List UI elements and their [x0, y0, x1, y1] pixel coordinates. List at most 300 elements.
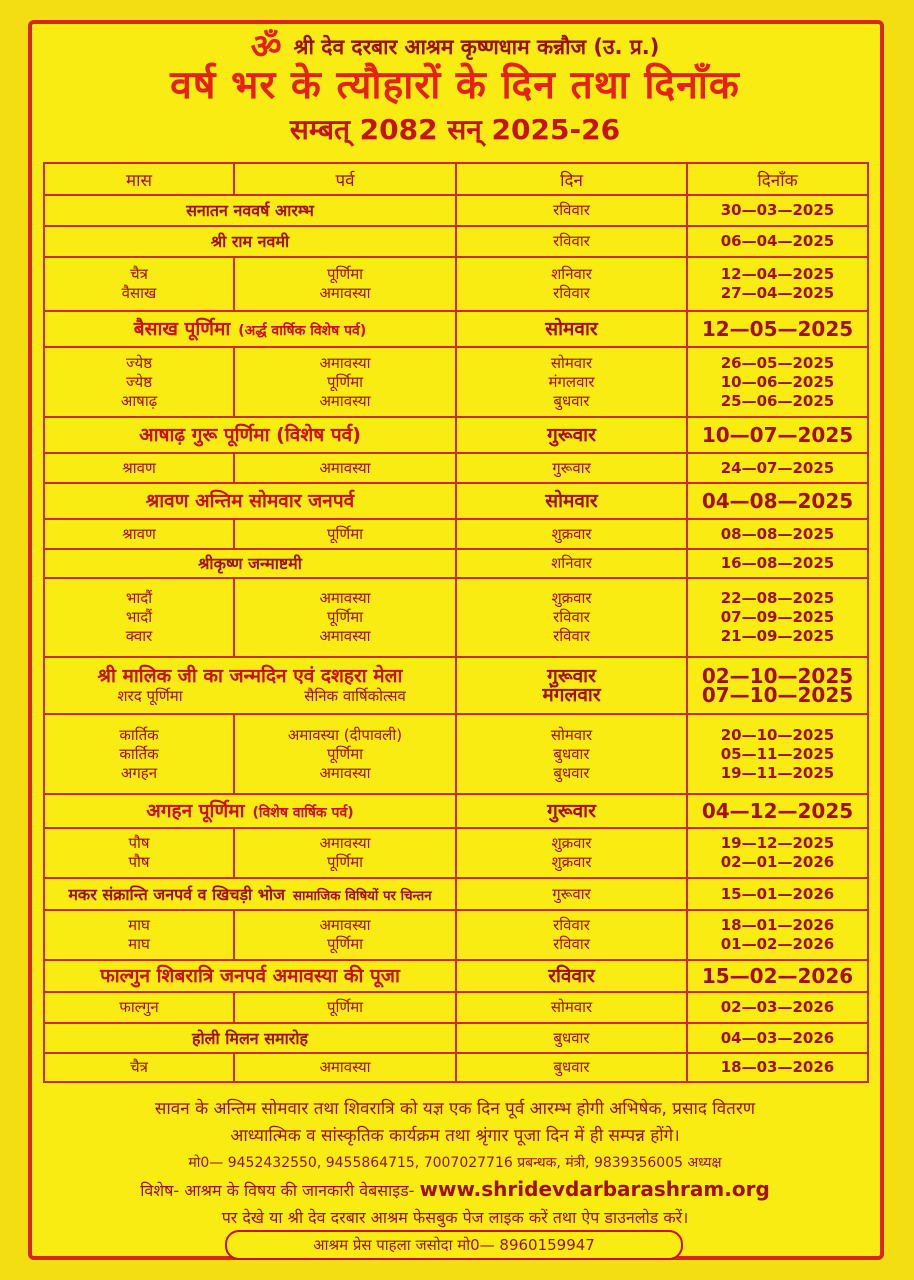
parv-name-stack [235, 589, 455, 646]
festival-date-stack [688, 554, 867, 573]
day-cell [456, 878, 687, 910]
month-name-stack [45, 1058, 233, 1077]
weekday: सोमवार [545, 317, 598, 340]
table-header-row [44, 163, 868, 195]
date-cell [687, 1053, 868, 1082]
festival-date: 07—10—2025 [701, 682, 854, 707]
day-cell [456, 226, 687, 257]
parv-name-stack [235, 525, 455, 544]
festival-title [45, 554, 455, 573]
date-cell [687, 714, 868, 794]
festival-name: आषाढ़ गुरू पूर्णिमा (विशेष पर्व) [139, 424, 361, 446]
month-name: ज्येष्ठ [125, 353, 153, 372]
weekday: रविवार [553, 608, 590, 626]
festival-date: 12—05—2025 [701, 316, 854, 341]
month-cell [44, 257, 234, 311]
date-cell [687, 794, 868, 828]
parv-name: अमावस्या [319, 834, 371, 852]
festival-date-stack [688, 422, 867, 447]
festival-date: 15—01—2026 [720, 884, 835, 903]
festival-date: 20—10—2025 [720, 725, 835, 744]
weekday-stack [457, 265, 686, 303]
month-cell [44, 347, 234, 417]
om-icon: ॐ [250, 27, 282, 67]
month-name: ज्येष्ठ [125, 372, 153, 391]
festival-title [45, 201, 455, 220]
weekday: बुधवार [553, 391, 590, 410]
festival-date: 04—03—2026 [720, 1028, 835, 1047]
date-cell [687, 453, 868, 483]
festival-date: 08—08—2025 [720, 524, 835, 543]
table-row [44, 960, 868, 992]
date-cell [687, 519, 868, 549]
festival-date-stack [688, 525, 867, 544]
table-row [44, 578, 868, 657]
date-cell [687, 549, 868, 578]
festival-date-stack [688, 354, 867, 411]
weekday: रविवार [553, 627, 590, 645]
weekday: गुरूवार [552, 458, 591, 477]
parv-name-stack [235, 726, 455, 783]
parv-cell [234, 1053, 456, 1082]
parv-name: अमावस्या [319, 1058, 371, 1076]
month-name: श्रावण [122, 458, 156, 477]
weekday: बुधवार [553, 1058, 590, 1076]
parv-name: अमावस्या [319, 763, 371, 782]
festival-name: मकर संक्रान्ति जनपर्व व खिचड़ी भोज [68, 884, 286, 904]
table-row [44, 657, 868, 714]
festival-date: 19—12—2025 [720, 834, 835, 852]
table-row [44, 549, 868, 578]
table-row [44, 417, 868, 453]
weekday-stack [457, 554, 686, 573]
month-cell [44, 453, 234, 483]
month-name-stack [45, 998, 233, 1017]
table-row [44, 714, 868, 794]
festival-title [45, 885, 455, 904]
festival-date: 02—10—2025 [701, 663, 854, 688]
weekday: गुरूवार [547, 664, 596, 687]
festival-name: होली मिलन समारोह [192, 1028, 308, 1048]
festival-stack [45, 665, 455, 706]
month-name: चैत्र [130, 1058, 148, 1076]
table-row [44, 257, 868, 311]
festival-date: 18—03—2026 [720, 1058, 835, 1076]
weekday: मंगलवार [542, 683, 601, 706]
parv-cell [234, 453, 456, 483]
date-cell [687, 828, 868, 878]
festival-date-stack [688, 589, 867, 646]
weekday-stack [457, 964, 686, 987]
parv-cell [234, 347, 456, 417]
poster-title: वर्ष भर के त्यौहारों के दिन तथा दिनाँक [170, 63, 740, 108]
table-row [44, 878, 868, 910]
month-name-stack [45, 589, 233, 646]
date-cell [687, 417, 868, 453]
website-line: विशेष- आश्रम के विषय की जानकारी वेबसाइड- www.shridevdarbarashram.org [140, 1177, 770, 1201]
date-cell [687, 257, 868, 311]
month-name-stack [45, 834, 233, 872]
table-row [44, 483, 868, 519]
festival-subrow [45, 687, 455, 706]
festival-date-stack [688, 663, 867, 707]
festival-title [45, 318, 455, 340]
festival-cell [44, 417, 456, 453]
festival-date-stack [688, 265, 867, 303]
weekday-stack [457, 201, 686, 220]
festival-date-stack [688, 834, 867, 872]
parv-name: पूर्णिमा [326, 744, 364, 763]
festival-date-stack [688, 316, 867, 341]
parv-name: अमावस्या [319, 458, 371, 477]
month-name: फाल्गुन [119, 998, 159, 1016]
festival-date-stack [688, 998, 867, 1017]
festival-name: अगहन पूर्णिमा [146, 800, 245, 822]
parv-name: अमावस्या [319, 391, 371, 410]
day-cell [456, 578, 687, 657]
festival-schedule-table [43, 162, 869, 1083]
website-link[interactable]: www.shridevdarbarashram.org [419, 1177, 770, 1201]
table-row [44, 910, 868, 960]
parv-cell [234, 828, 456, 878]
festival-cell [44, 1023, 456, 1053]
table-row [44, 519, 868, 549]
weekday: शुक्रवार [551, 524, 592, 543]
table-row [44, 453, 868, 483]
month-name: चैत्र [130, 265, 148, 283]
day-cell [456, 960, 687, 992]
festival-note: (विशेष वार्षिक पर्व) [252, 805, 354, 821]
month-name: वैसाख [121, 284, 157, 302]
day-cell [456, 519, 687, 549]
month-name-stack [45, 916, 233, 954]
festival-name: श्रीकृष्ण जन्माष्टमी [198, 554, 302, 573]
table-row [44, 1023, 868, 1053]
parv-name: पूर्णिमा [326, 524, 364, 543]
day-cell [456, 257, 687, 311]
festival-date-stack [688, 1029, 867, 1048]
parv-name: पूर्णिमा [326, 935, 364, 953]
day-cell [456, 794, 687, 828]
weekday: रविवार [553, 916, 590, 934]
weekday-stack [457, 1029, 686, 1048]
weekday-stack [457, 664, 686, 706]
weekday-stack [457, 525, 686, 544]
festival-date: 22—08—2025 [720, 589, 835, 607]
month-name: आषाढ़ [120, 391, 158, 410]
month-name-stack [45, 525, 233, 544]
parv-name: अमावस्या [319, 284, 371, 302]
day-cell [456, 417, 687, 453]
festival-cell [44, 549, 456, 578]
festival-date: 04—08—2025 [701, 488, 854, 513]
festival-name: श्री मालिक जी का जन्मदिन एवं दशहरा मेला [97, 665, 403, 687]
festival-date: 05—11—2025 [720, 744, 835, 763]
festival-date: 30—03—2025 [720, 201, 835, 219]
date-cell [687, 960, 868, 992]
month-cell [44, 714, 234, 794]
festival-cell [44, 657, 456, 714]
header-din: दिन [456, 163, 687, 195]
festival-stack [45, 232, 455, 251]
month-name-stack [45, 354, 233, 411]
weekday-stack [457, 885, 686, 904]
festival-stack [45, 490, 455, 512]
month-name: भादौं [125, 608, 153, 626]
month-name: भादौं [125, 589, 153, 607]
footer-line-5: पर देखे या श्री देव दरबार आश्रम फेसबुक पेज लाइक करें तथा ऐप डाउनलोड करें। [221, 1208, 689, 1227]
month-name: अगहन [120, 763, 158, 782]
festival-name: सनातन नववर्ष आरम्भ [186, 201, 314, 220]
parv-cell [234, 910, 456, 960]
festival-date-stack [688, 201, 867, 220]
sub-festival: सैनिक वार्षिकोत्सव [304, 687, 406, 705]
festival-date-stack [688, 488, 867, 513]
weekday: रविवार [553, 232, 590, 250]
festival-date: 01—02—2026 [720, 935, 835, 953]
weekday: गुरूवार [552, 884, 591, 903]
festival-date: 02—03—2026 [720, 998, 835, 1016]
month-cell [44, 578, 234, 657]
weekday: शुक्रवार [551, 853, 592, 871]
month-name: पौष [128, 834, 150, 852]
festival-date: 12—04—2025 [720, 265, 835, 283]
month-name-stack [45, 265, 233, 303]
festival-cell [44, 960, 456, 992]
festival-date-stack [688, 232, 867, 251]
month-cell [44, 992, 234, 1023]
weekday: शुक्रवार [551, 834, 592, 852]
festival-date-stack [688, 963, 867, 988]
parv-name-stack [235, 834, 455, 872]
weekday-stack [457, 834, 686, 872]
festival-date: 27—04—2025 [720, 284, 835, 302]
weekday-stack [457, 799, 686, 822]
weekday-stack [457, 459, 686, 478]
festival-date-stack [688, 798, 867, 823]
month-name: कार्तिक [119, 725, 159, 744]
festival-note: सामाजिक विषियों पर चिन्तन [293, 888, 432, 904]
festival-date: 24—07—2025 [720, 458, 835, 477]
weekday-stack [457, 726, 686, 783]
table-row [44, 347, 868, 417]
weekday: रविवार [553, 201, 590, 219]
weekday: शनिवार [551, 554, 592, 572]
parv-cell [234, 257, 456, 311]
festival-cell [44, 878, 456, 910]
date-cell [687, 1023, 868, 1053]
festival-date-stack [688, 1058, 867, 1077]
parv-name: अमावस्या [319, 353, 371, 372]
table-row [44, 311, 868, 347]
weekday: गुरूवार [547, 799, 596, 822]
month-cell [44, 828, 234, 878]
weekday-stack [457, 423, 686, 446]
day-cell [456, 910, 687, 960]
month-name: कार्तिक [119, 744, 159, 763]
festival-cell [44, 226, 456, 257]
day-cell [456, 453, 687, 483]
festival-title [45, 232, 455, 251]
festival-name: श्रावण अन्तिम सोमवार जनपर्व [145, 490, 355, 512]
festival-name: श्री राम नवमी [210, 232, 290, 251]
festival-date-stack [688, 885, 867, 904]
weekday-stack [457, 998, 686, 1017]
footer-notes [40, 1096, 870, 1231]
month-name: श्रावण [122, 524, 156, 543]
parv-name-stack [235, 265, 455, 303]
parv-name-stack [235, 1058, 455, 1077]
festival-stack [45, 554, 455, 573]
date-cell [687, 311, 868, 347]
festival-date: 21—09—2025 [720, 627, 835, 645]
month-cell [44, 1053, 234, 1082]
date-cell [687, 226, 868, 257]
samvat-year: सम्बत् 2082 सन् 2025-26 [289, 113, 621, 146]
festival-cell [44, 794, 456, 828]
festival-title [45, 800, 455, 822]
day-cell [456, 714, 687, 794]
weekday-stack [457, 489, 686, 512]
table-row [44, 195, 868, 226]
day-cell [456, 347, 687, 417]
festival-stack [45, 201, 455, 220]
festival-stack [45, 318, 455, 340]
weekday: बुधवार [553, 763, 590, 782]
festival-title [45, 490, 455, 512]
festival-title [45, 965, 455, 987]
header-maas: मास [44, 163, 234, 195]
table-row [44, 828, 868, 878]
parv-name-stack [235, 916, 455, 954]
weekday: रविवार [553, 935, 590, 953]
day-cell [456, 549, 687, 578]
day-cell [456, 483, 687, 519]
sub-festival: शरद पूर्णिमा [117, 687, 183, 705]
festival-date: 25—06—2025 [720, 391, 835, 410]
weekday: सोमवार [550, 998, 593, 1016]
weekday: बुधवार [553, 744, 590, 763]
day-cell [456, 657, 687, 714]
date-cell [687, 657, 868, 714]
table-row [44, 1053, 868, 1082]
month-cell [44, 519, 234, 549]
weekday: शुक्रवार [551, 589, 592, 607]
date-cell [687, 578, 868, 657]
date-cell [687, 347, 868, 417]
parv-name-stack [235, 354, 455, 411]
weekday: सोमवार [550, 725, 593, 744]
weekday-stack [457, 354, 686, 411]
date-cell [687, 878, 868, 910]
festival-stack [45, 800, 455, 822]
parv-cell [234, 992, 456, 1023]
parv-name: पूर्णिमा [326, 853, 364, 871]
weekday: मंगलवार [548, 372, 595, 391]
parv-name-stack [235, 459, 455, 478]
festival-date: 02—01—2026 [720, 853, 835, 871]
festival-title [45, 1029, 455, 1048]
festival-date: 04—12—2025 [701, 798, 854, 823]
month-name: माघ [128, 935, 150, 953]
festival-date: 10—06—2025 [720, 372, 835, 391]
month-name-stack [45, 726, 233, 783]
festival-title [45, 665, 455, 687]
festival-date: 06—04—2025 [720, 232, 835, 250]
footer-line-1: सावन के अन्तिम सोमवार तथा शिवरात्रि को यज्ञ एक दिन पूर्व आरम्भ होगी अभिषेक, प्रसाद वितरण [154, 1099, 756, 1119]
parv-cell [234, 578, 456, 657]
parv-name: पूर्णिमा [326, 372, 364, 391]
month-name: माघ [128, 916, 150, 934]
weekday: रविवार [548, 964, 595, 987]
poster-header [40, 26, 870, 148]
weekday: सोमवार [545, 489, 598, 512]
parv-name: अमावस्या [319, 589, 371, 607]
festival-stack [45, 885, 455, 904]
ashram-name: ॐश्री देव दरबार आश्रम कृष्णधाम कन्नौज (उ. प्र.) [250, 27, 660, 67]
festival-date: 10—07—2025 [701, 422, 854, 447]
table-row [44, 226, 868, 257]
parv-cell [234, 519, 456, 549]
date-cell [687, 195, 868, 226]
date-cell [687, 483, 868, 519]
header-dinank: दिनाँक [687, 163, 868, 195]
festival-date-stack [688, 916, 867, 954]
weekday: बुधवार [553, 1028, 590, 1047]
festival-name: बैसाख पूर्णिमा [133, 318, 231, 340]
header-parv: पर्व [234, 163, 456, 195]
weekday-stack [457, 317, 686, 340]
date-cell [687, 910, 868, 960]
day-cell [456, 828, 687, 878]
festival-date: 19—11—2025 [720, 763, 835, 782]
month-name: पौष [128, 853, 150, 871]
festival-date-stack [688, 459, 867, 478]
table-row [44, 794, 868, 828]
festival-date: 07—09—2025 [720, 608, 835, 626]
parv-name: अमावस्या [319, 627, 371, 645]
parv-name: पूर्णिमा [326, 265, 364, 283]
day-cell [456, 992, 687, 1023]
festival-date: 18—01—2026 [720, 916, 835, 934]
weekday-stack [457, 916, 686, 954]
contact-numbers: मो0— 9452432550, 9455864715, 7007027716 प्रबन्धक, मंत्री, 9839356005 अध्यक्ष [188, 1155, 722, 1171]
month-name-stack [45, 459, 233, 478]
day-cell [456, 195, 687, 226]
month-name: क्वार [125, 627, 153, 645]
parv-name-stack [235, 998, 455, 1017]
festival-date: 15—02—2026 [701, 963, 854, 988]
festival-stack [45, 965, 455, 987]
parv-name: पूर्णिमा [326, 608, 364, 626]
parv-name: पूर्णिमा [326, 998, 364, 1016]
festival-date: 16—08—2025 [720, 554, 835, 572]
weekday-stack [457, 589, 686, 646]
footer-line-2: आध्यात्मिक व सांस्कृतिक कार्यक्रम तथा श्रृंगार पूजा दिन में ही सम्पन्न होंगे। [230, 1126, 680, 1146]
press-credit: आश्रम प्रेस पाहला जसोदा मो0— 8960159947 [225, 1230, 683, 1260]
festival-note: (अर्द्ध वार्षिक विशेष पर्व) [238, 323, 367, 339]
day-cell [456, 1053, 687, 1082]
festival-date-stack [688, 726, 867, 783]
festival-stack [45, 424, 455, 446]
day-cell [456, 311, 687, 347]
weekday: रविवार [553, 284, 590, 302]
weekday-stack [457, 232, 686, 251]
date-cell [687, 992, 868, 1023]
festival-stack [45, 1029, 455, 1048]
weekday: शनिवार [551, 265, 592, 283]
month-cell [44, 910, 234, 960]
